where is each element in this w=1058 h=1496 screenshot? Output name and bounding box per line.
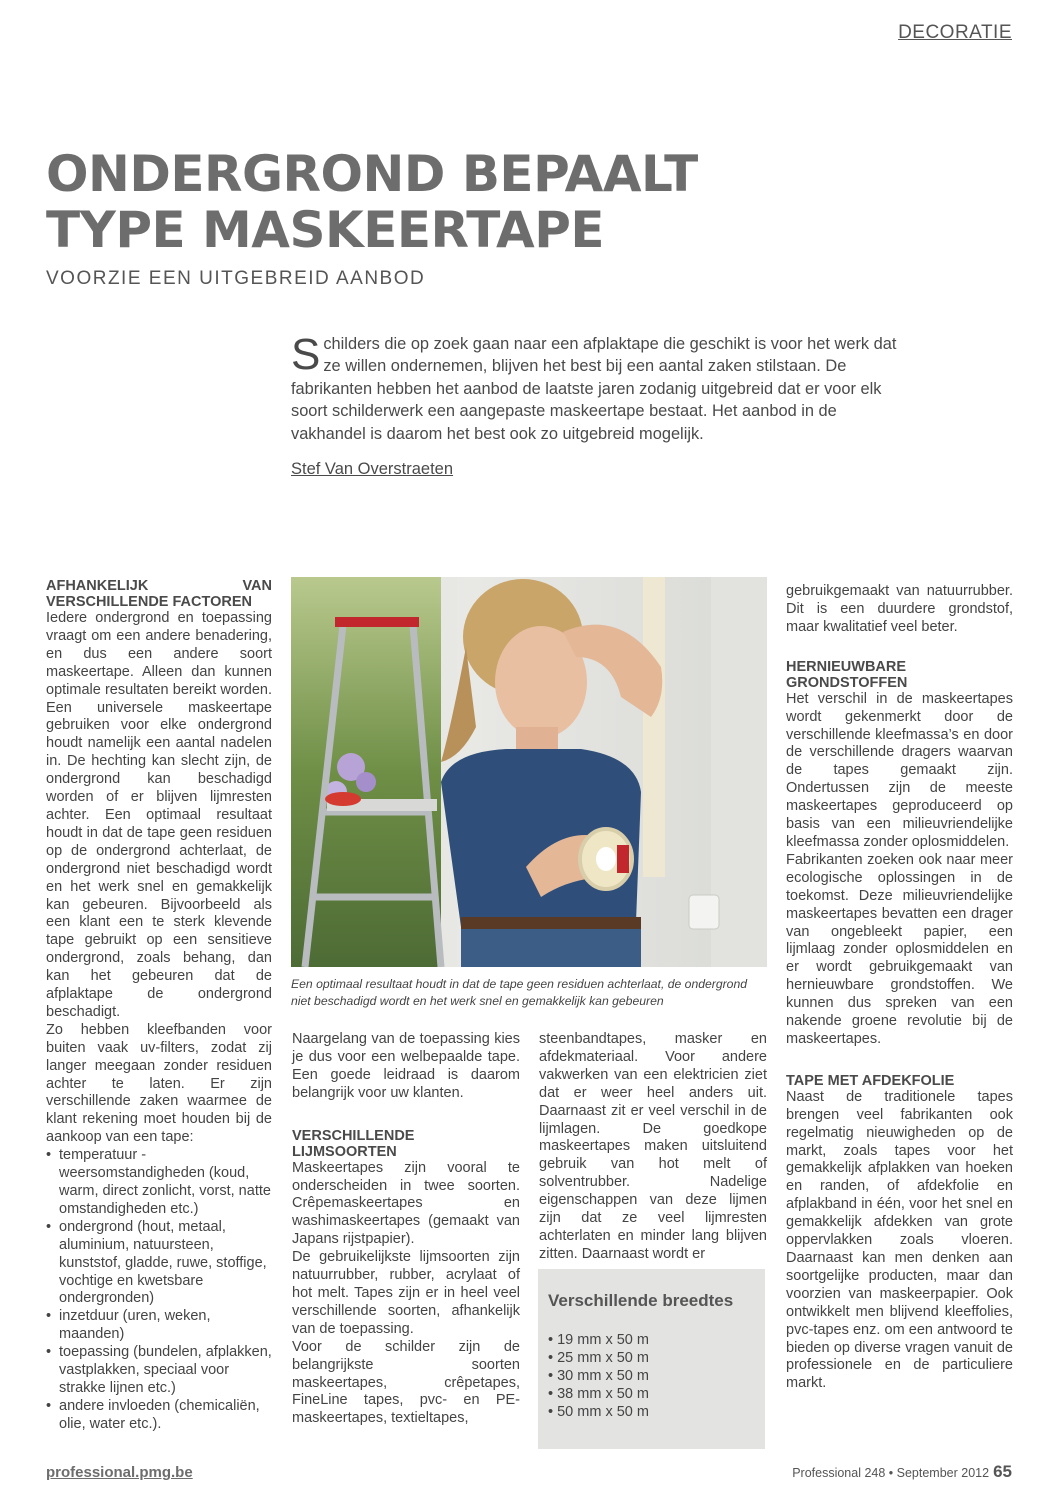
issue-info [792,1462,1012,1482]
paragraph: gebruikgemaakt van natuurrubber. Dit is een duurdere grondstof, maar kwalitatief veel beter. [786,583,1013,635]
title-line-1: ONDERGROND BEPAALT [46,145,698,203]
list-item: • toepassing (bundelen, afplakken, vastplakken, speciaal voor strakke lijnen etc.) [46,1344,272,1398]
heading-lijmsoorten: VERSCHILLENDE LIJMSOORTEN [292,1127,415,1160]
paragraph: Maskeertapes zijn vooral te onderscheiden in twee soorten. Crêpemaskeertapes en washimaskeertapes (gemaakt van Japans rijstpapier). [292,1159,520,1248]
article-title [46,146,766,258]
woman-taping-wall-illustration [291,577,767,967]
article-intro [291,330,903,445]
widths-list [548,1331,649,1421]
column-4 [786,583,1013,1393]
heading-afdekfolie: TAPE MET AFDEKFOLIE [786,1072,955,1089]
photo-caption: Een optimaal resultaat houdt in dat de tape geen residuen achterlaat, de ondergrond niet beschadigd wordt en het werk snel en gemakkelijk kan gebeuren [291,977,748,1008]
paragraph: Het verschil in de maskeertapes wordt gekenmerkt door de verschillende kleefmassa’s en door de verschillende dragers waarvan de tapes gemaakt zijn. Ondertussen zijn de meeste maskeertapes geproduceerd op basis van een milieuvriendelijke kleefmassa zonder oplosmiddelen. [786,690,1013,850]
list-item: • ondergrond (hout, metaal, aluminium, natuursteen, kunststof, gladde, ruwe, stoffige, vochtige en kwetsbare ondergronden) [46,1219,272,1309]
widths-box-title: Verschillende breedtes [548,1291,734,1310]
list-item: • andere invloeden (chemicaliën, olie, water etc.). [46,1398,272,1434]
heading-factoren: AFHANKELIJK VAN VERSCHILLENDE FACTOREN [46,578,272,610]
paragraph: Voor de schilder zijn de belangrijkste soorten maskeertapes, crêpetapes, FineLine tapes, pvc- en PE-maskeertapes, textieltapes, [292,1338,520,1427]
list-item: • 25 mm x 50 m [548,1350,649,1366]
factor-list [46,1147,272,1434]
column-2 [292,1031,520,1428]
intro-text: childers die op zoek gaan naar een afplaktape die geschikt is voor het werk dat ze willen ondernemen, blijven het best bij een aantal zaken stilstaan. De fabrikanten hebben het aanbod de laatste jaren zodanig uitgebreid dat er voor elk soort schilderwerk een aangepaste maskeertape bestaat. Het aanbod in de vakhandel is daarom het best ook zo uitgebreid mogelijk. [291,335,897,443]
page-number: 65 [993,1462,1012,1481]
paragraph: Naast de traditionele tapes brengen veel fabrikanten ook regelmatig nieuwigheden op de markt, zoals tapes voor het gemakkelijk afplakken van hoeken en randen, of afdekfolie en afplakband in één, voor het snel en gemakkelijk afdekken van grote oppervlakken zoals vloeren. Daarnaast kan men denken aan soortgelijke producten, maar dan voorzien van maskeerpapier. Ook ontwikkelt men blijvend kleeffolies, pvc-tapes enz. om een antwoord te bieden op diverse vragen vanuit de professionele en de particuliere markt. [786,1088,1013,1392]
author-link[interactable]: Stef Van Overstraeten [291,460,454,478]
paragraph: De gebruikelijkste lijmsoorten zijn natuurrubber, rubber, acrylaat of hot melt. Tapes zijn er in heel veel verschillende soorten, afhankelijk van de toepassing. [292,1249,520,1337]
article-photo [291,577,767,967]
list-item: • temperatuur - weersomstandigheden (koud, warm, direct zonlicht, vorst, natte omstandigheden etc.) [46,1147,272,1219]
list-item: • 19 mm x 50 m [548,1332,649,1348]
column-3 [539,1031,767,1264]
intro-dropcap: S [291,330,321,379]
heading-grondstoffen: HERNIEUWBARE GRONDSTOFFEN [786,658,908,691]
list-item: • 30 mm x 50 m [548,1368,649,1384]
list-item: • 38 mm x 50 m [548,1386,649,1402]
list-item: • inzetduur (uren, weken, maanden) [46,1308,272,1344]
paragraph: Iedere ondergrond en toepassing vraagt om een andere benadering, en dus een andere soort maskeertape. Alleen dan kunnen optimale resultaten bereikt worden. Een universele maskeertape gebruiken voor elke ondergrond houdt namelijk een aantal nadelen in. De hechting kan slecht zijn, de ondergrond kan beschadigd worden of er blijven lijmresten achter. Een optimaal resultaat houdt in dat de tape geen residuen op de ondergrond achterlaat, de ondergrond niet beschadigd wordt en het werk snel en gemakkelijk kan gebeuren. Bijvoorbeeld als een klant een te sterk klevende tape gebruikt op een sensitieve ondergrond, zoals behang, dan kan het gebeuren dat de afplaktape de ondergrond beschadigt. [46,610,272,1020]
paragraph: Zo hebben kleefbanden voor buiten vaak uv-filters, zodat zij langer meegaan zonder residuen achter te laten. Er zijn verschillende zaken waarmee de klant rekening moet houden bij de aankoop van een tape: [46,1021,272,1146]
article-subtitle: VOORZIE EEN UITGEBREID AANBOD [46,268,426,289]
paragraph: Naargelang van de toepassing kies je dus voor een welbepaalde tape. Een goede leidraad is daarom belangrijk voor uw klanten. [292,1031,520,1101]
section-tag[interactable]: DECORATIE [898,22,1012,43]
paragraph: steenbandtapes, masker en afdekmateriaal. Voor andere vakwerken van een elektricien ziet dat er weer heel anders uit. Daarnaast zit er veel verschil in de lijmlagen. De goedkope maskeertapes maken uitsluitend gebruik van hot melt of solventrubber. Nadelige eigenschappen van deze lijmen zijn dat ze veel lijmresten achterlaten en minder lang blijven zitten. Daarnaast wordt er [539,1031,767,1262]
paragraph: Fabrikanten zoeken ook naar meer ecologische oplossingen in de toekomst. Deze milieuvriendelijke maskeertapes bevatten een drager van ongebleekt papier, een lijmlaag zonder oplosmiddelen en er wordt gebruikgemaakt van hernieuwbare grondstoffen. We kunnen dus spreken van een nakende groene revolutie bij de maskeertapes. [786,851,1013,1047]
column-1 [46,578,272,1434]
widths-box [538,1269,765,1449]
list-item: • 50 mm x 50 m [548,1404,649,1420]
title-line-2: TYPE MASKEERTAPE [46,201,605,259]
issue-label: Professional 248 • September 2012 [792,1466,990,1480]
website-link[interactable]: professional.pmg.be [46,1464,193,1481]
